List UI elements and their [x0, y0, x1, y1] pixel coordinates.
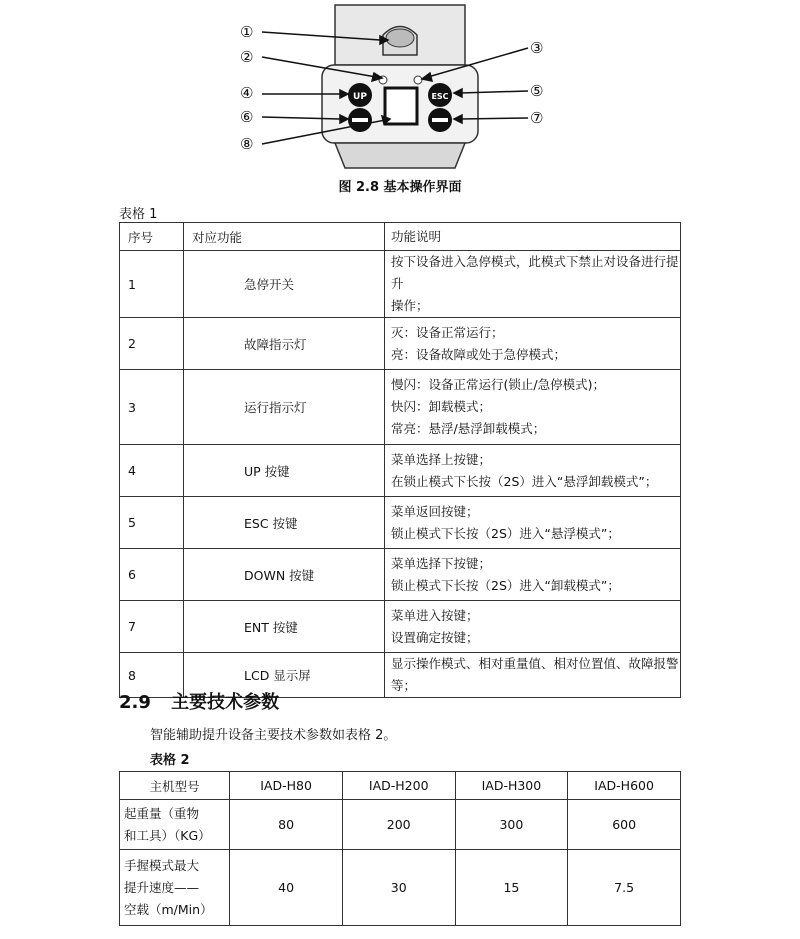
row-function: 运行指示灯 — [184, 370, 385, 445]
table-row — [120, 251, 681, 318]
row-description — [385, 251, 681, 318]
callout-5: ⑤ — [530, 82, 544, 100]
spec-value: 80 — [230, 800, 343, 850]
spec-name-line: 和工具）（KG） — [124, 827, 211, 843]
intro-paragraph: 智能辅助提升设备主要技术参数如表格 2。 — [150, 728, 397, 743]
table2-label: 表格 2 — [150, 753, 190, 768]
table-header-row — [120, 223, 681, 251]
up-button-text: UP — [353, 92, 367, 102]
row-description — [385, 370, 681, 445]
control-panel-diagram — [0, 0, 800, 175]
callout-1: ① — [240, 23, 254, 41]
desc-line: 菜单进入按键； — [391, 607, 479, 623]
device-figure — [0, 0, 800, 200]
spec-name-line: 起重量（重物 — [124, 805, 200, 821]
callout-6: ⑥ — [240, 108, 254, 126]
spec-value: 200 — [342, 800, 455, 850]
table-row — [120, 370, 681, 445]
table-row — [120, 601, 681, 653]
table-row — [120, 318, 681, 370]
table1-label: 表格 1 — [119, 207, 158, 222]
row-description — [385, 445, 681, 497]
spec-name-line: 空载（m/Min） — [124, 901, 213, 917]
callout-3: ③ — [530, 39, 544, 57]
esc-button-text: ESC — [431, 92, 449, 101]
desc-line: 菜单返回按键； — [391, 503, 479, 519]
header-cell: 对应功能 — [184, 223, 385, 251]
row-description — [385, 653, 681, 698]
table-row — [120, 445, 681, 497]
row-description — [385, 497, 681, 549]
row-function: ENT 按键 — [184, 601, 385, 653]
spec-table — [119, 771, 681, 926]
row-function: 故障指示灯 — [184, 318, 385, 370]
spec-value: 600 — [568, 800, 681, 850]
desc-line: 菜单选择上按键； — [391, 451, 492, 467]
device-bottom-housing — [335, 143, 465, 168]
desc-line: 快闪：卸载模式； — [391, 399, 492, 414]
header-cell: 主机型号 — [120, 772, 230, 800]
table-row — [120, 549, 681, 601]
row-number: 1 — [120, 251, 184, 318]
desc-line: 按下设备进入急停模式，此模式下禁止对设备进行提升 — [391, 254, 679, 291]
row-description — [385, 318, 681, 370]
row-function: ESC 按键 — [184, 497, 385, 549]
header-cell: IAD-H80 — [230, 772, 343, 800]
desc-line: 设置确定按键； — [391, 629, 479, 645]
desc-line: 操作； — [391, 298, 429, 313]
spec-name-line: 提升速度—— — [124, 879, 200, 895]
callout-8: ⑧ — [240, 135, 254, 153]
row-number: 3 — [120, 370, 184, 445]
spec-value: 15 — [455, 850, 568, 926]
row-function: DOWN 按键 — [184, 549, 385, 601]
row-number: 8 — [120, 653, 184, 698]
run-indicator-icon — [414, 76, 422, 84]
desc-line: 慢闪：设备正常运行(锁止/急停模式)； — [391, 377, 605, 392]
row-number: 6 — [120, 549, 184, 601]
row-function: UP 按键 — [184, 445, 385, 497]
table-row — [120, 800, 681, 850]
row-function: LCD 显示屏 — [184, 653, 385, 698]
spec-value: 40 — [230, 850, 343, 926]
desc-line: 在锁止模式下长按（2S）进入“悬浮卸载模式”； — [391, 473, 658, 489]
section-number: 2.9 — [119, 692, 151, 713]
callout-7: ⑦ — [530, 109, 544, 127]
spec-value: 30 — [342, 850, 455, 926]
section-title: 主要技术参数 — [171, 692, 280, 713]
row-number: 7 — [120, 601, 184, 653]
desc-line: 亮：设备故障或处于急停模式； — [391, 346, 567, 362]
header-cell: IAD-H300 — [455, 772, 568, 800]
callout-2: ② — [240, 48, 254, 66]
header-cell: IAD-H600 — [568, 772, 681, 800]
callout-4: ④ — [240, 84, 254, 102]
function-table — [119, 222, 681, 698]
spec-value: 7.5 — [568, 850, 681, 926]
emergency-stop-cap — [386, 29, 414, 47]
header-cell: 序号 — [120, 223, 184, 251]
row-number: 2 — [120, 318, 184, 370]
desc-line: 显示操作模式、相对重量值、相对位置值、故障报警等； — [391, 656, 679, 693]
desc-line: 锁止模式下长按（2S）进入“卸载模式”； — [391, 577, 620, 593]
row-description — [385, 549, 681, 601]
row-function: 急停开关 — [184, 251, 385, 318]
table-row — [120, 850, 681, 926]
spec-name-line: 手握模式最大 — [124, 857, 200, 873]
row-number: 5 — [120, 497, 184, 549]
figure-caption: 图 2.8 基本操作界面 — [338, 180, 462, 195]
table-row — [120, 497, 681, 549]
row-description — [385, 601, 681, 653]
header-cell: 功能说明 — [385, 223, 681, 251]
desc-line: 锁止模式下长按（2S）进入“悬浮模式”； — [391, 525, 620, 541]
desc-line: 菜单选择下按键； — [391, 555, 492, 571]
table-header-row — [120, 772, 681, 800]
section-heading — [119, 688, 279, 714]
desc-line: 常亮：悬浮/悬浮卸载模式； — [391, 421, 546, 436]
header-cell: IAD-H200 — [342, 772, 455, 800]
spec-value: 300 — [455, 800, 568, 850]
desc-line: 灭：设备正常运行； — [391, 324, 504, 340]
row-number: 4 — [120, 445, 184, 497]
spec-name — [120, 850, 230, 926]
spec-name — [120, 800, 230, 850]
